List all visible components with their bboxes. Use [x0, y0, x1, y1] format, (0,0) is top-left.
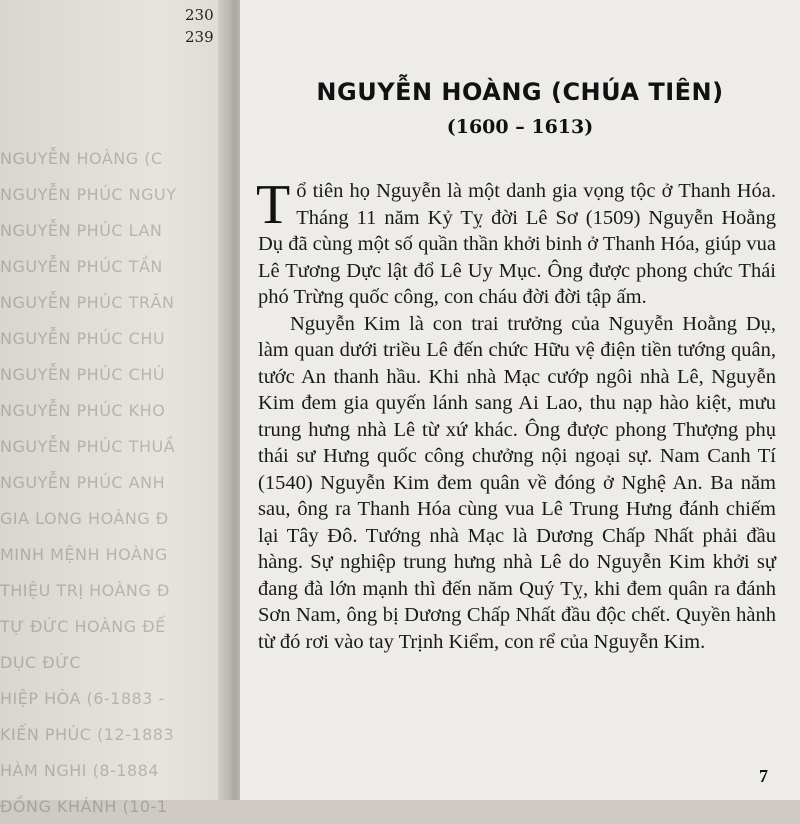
toc-entry — [0, 356, 228, 392]
toc-entry-label: HÀM NGHI (8-1884 — [0, 760, 159, 780]
toc-entry-label: NGUYỄN PHÚC CHÚ — [0, 364, 166, 384]
page-ref-230: 230 — [185, 6, 214, 24]
toc-entry-label: NGUYỄN PHÚC ANH — [0, 472, 166, 492]
toc-entry-label: ĐỒNG KHÁNH (10-1 — [0, 796, 168, 816]
paragraph-2: Nguyễn Kim là con trai trưởng của Nguyễn Hoằng Dụ, làm quan dưới triều Lê đến chức Hữu vệ điện tiền tướng quân, tước An thanh hầu. Khi nhà Mạc cướp ngôi nhà Lê, Nguyễn Kim đem gia quyến lánh sang Ai Lao, thu nạp hào kiệt, mưu trung hưng nhà Lê từ xứ khác. Ông được phong Thượng phụ thái sư Hưng quốc công chưởng nội ngoại sự. Nam Canh Tí (1540) Nguyễn Kim đem quân về đóng ở Nghệ An. Ba năm sau, ông ra Thanh Hóa cùng vua Lê Trung Hưng đánh chiếm lại Tây Đô. Tướng nhà Mạc là Dương Chấp Nhất phải đầu hàng. Sự nghiệp trung hưng nhà Lê do Nguyễn Kim khởi sự đang đà lớn mạnh thì đến năm Quý Tỵ, khi đem quân ra đánh Sơn Nam, ông bị Dương Chấp Nhất đầu độc chết. Quyền hành từ đó rơi vào tay Trịnh Kiểm, con rể của Nguyễn Kim. — [258, 312, 776, 653]
toc-entry-label: THIỆU TRỊ HOÀNG Đ — [0, 580, 170, 600]
toc-entry-label: DỤC ĐỨC — [0, 652, 82, 672]
toc-entry-label: NGUYỄN PHÚC THUẦ — [0, 436, 176, 456]
toc-entry — [0, 284, 228, 320]
page-ref-239: 239 — [185, 28, 214, 46]
toc-entry-label: HIỆP HÒA (6-1883 - — [0, 688, 165, 708]
toc-entry — [0, 500, 228, 536]
paragraph-1-text: ổ tiên họ Nguyễn là một danh gia vọng tộc ở Thanh Hóa. Tháng 11 năm Kỷ Tỵ đời Lê Sơ (1509) Nguyễn Hoằng Dụ đã cùng một số quần thần khởi binh ở Thanh Hóa, giúp vua Lê Tương Dực lật đổ Lê Uy Mục. Ông được phong chức Thái phó Trừng quốc công, con cháu đời đời tập ấm. — [258, 180, 776, 308]
toc-entry-label: NGUYỄN PHÚC CHU — [0, 328, 166, 348]
table-of-contents-faint — [0, 140, 228, 824]
toc-entry — [0, 572, 228, 608]
toc-entry-label: GIA LONG HOÀNG Đ — [0, 508, 169, 528]
toc-entry-label: NGUYỄN PHÚC TẦN — [0, 256, 163, 276]
toc-entry — [0, 320, 228, 356]
toc-entry — [0, 644, 228, 680]
page-number: 7 — [759, 766, 768, 786]
toc-entry-label: NGUYỄN HOÀNG (C — [0, 148, 163, 168]
toc-entry — [0, 212, 228, 248]
chapter-years: (1600 – 1613) — [446, 116, 594, 138]
toc-entry-label: MINH MỆNH HOÀNG — [0, 544, 168, 564]
toc-entry — [0, 788, 228, 824]
toc-entry-label: NGUYỄN PHÚC NGUY — [0, 184, 177, 204]
toc-entry — [0, 248, 228, 284]
toc-entry — [0, 608, 228, 644]
chapter-body — [256, 174, 776, 655]
toc-entry — [0, 680, 228, 716]
right-page — [240, 0, 800, 800]
left-page-numbers — [185, 4, 214, 48]
toc-entry — [0, 716, 228, 752]
toc-entry — [0, 392, 228, 428]
toc-entry — [0, 752, 228, 788]
toc-entry — [0, 428, 228, 464]
toc-entry — [0, 536, 228, 572]
toc-entry — [0, 140, 228, 176]
toc-entry-label: NGUYỄN PHÚC KHO — [0, 400, 166, 420]
toc-entry — [0, 176, 228, 212]
left-page — [0, 0, 228, 816]
paragraph-1 — [256, 174, 776, 311]
toc-entry-label: NGUYỄN PHÚC TRĂN — [0, 292, 175, 312]
toc-entry-label: KIẾN PHÚC (12-1883 — [0, 724, 175, 744]
toc-entry — [0, 464, 228, 500]
drop-cap: T — [256, 174, 291, 236]
chapter-title: NGUYỄN HOÀNG (CHÚA TIÊN) — [316, 78, 724, 106]
toc-entry-label: TỰ ĐỨC HOÀNG ĐẾ — [0, 616, 166, 636]
toc-entry-label: NGUYỄN PHÚC LAN — [0, 220, 163, 240]
